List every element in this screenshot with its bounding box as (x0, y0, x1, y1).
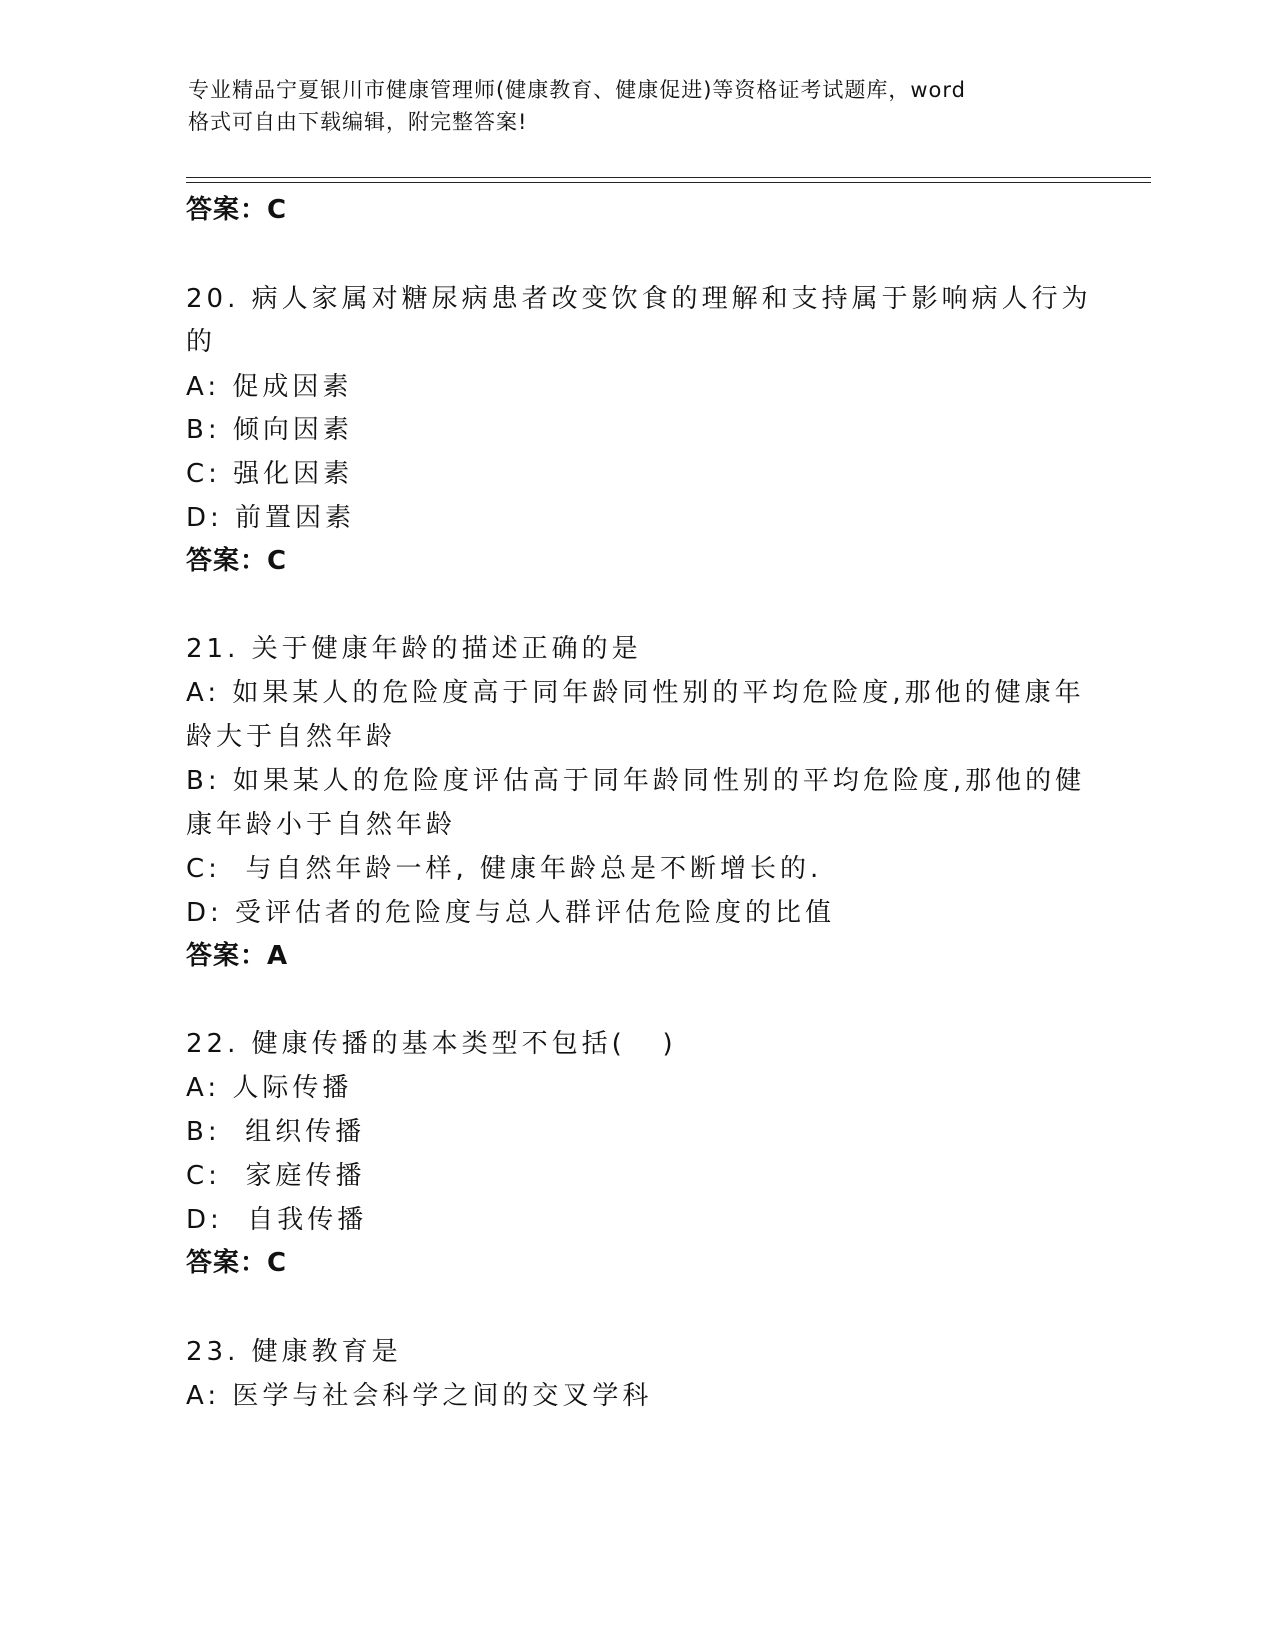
question-23-stem: 23. 健康教育是 (186, 1337, 402, 1367)
answer-22: 答案：C (186, 1248, 288, 1278)
question-21-option-d: D: 受评估者的危险度与总人群评估危险度的比值 (186, 898, 836, 928)
question-21-option-b-line-1: B: 如果某人的危险度评估高于同年龄同性别的平均危险度,那他的健 (186, 766, 1086, 796)
question-22-stem: 22. 健康传播的基本类型不包括( ) (186, 1029, 677, 1059)
answer-19: 答案：C (186, 195, 288, 225)
question-21-option-a-line-2: 龄大于自然年龄 (186, 722, 397, 752)
question-21-option-a-line-1: A: 如果某人的危险度高于同年龄同性别的平均危险度,那他的健康年 (186, 678, 1085, 708)
header-rule-bottom (186, 182, 1151, 183)
answer-20: 答案：C (186, 546, 288, 576)
question-22-option-d: D: 自我传播 (186, 1205, 368, 1235)
question-21-option-b-line-2: 康年龄小于自然年龄 (186, 810, 457, 840)
header-rule-top (186, 177, 1151, 178)
question-20-option-d: D: 前置因素 (186, 503, 356, 533)
question-23-option-a: A: 医学与社会科学之间的交叉学科 (186, 1381, 653, 1411)
header-line-2: 格式可自由下载编辑，附完整答案! (188, 110, 528, 134)
question-21-option-c: C: 与自然年龄一样, 健康年龄总是不断增长的. (186, 854, 823, 884)
header-line-1: 专业精品宁夏银川市健康管理师(健康教育、健康促进)等资格证考试题库，word (188, 78, 967, 102)
question-22-option-b: B: 组织传播 (186, 1117, 366, 1147)
question-22-option-c: C: 家庭传播 (186, 1161, 366, 1191)
answer-21: 答案：A (186, 941, 289, 971)
question-21-stem: 21. 关于健康年龄的描述正确的是 (186, 634, 642, 664)
question-20-option-a: A: 促成因素 (186, 372, 353, 402)
question-20-option-b: B: 倾向因素 (186, 415, 353, 445)
question-22-option-a: A: 人际传播 (186, 1073, 353, 1103)
question-20-option-c: C: 强化因素 (186, 459, 354, 489)
question-20-stem-line-1: 20. 病人家属对糖尿病患者改变饮食的理解和支持属于影响病人行为 (186, 284, 1092, 314)
document-header (188, 74, 1068, 138)
question-20-stem-line-2: 的 (186, 327, 217, 357)
